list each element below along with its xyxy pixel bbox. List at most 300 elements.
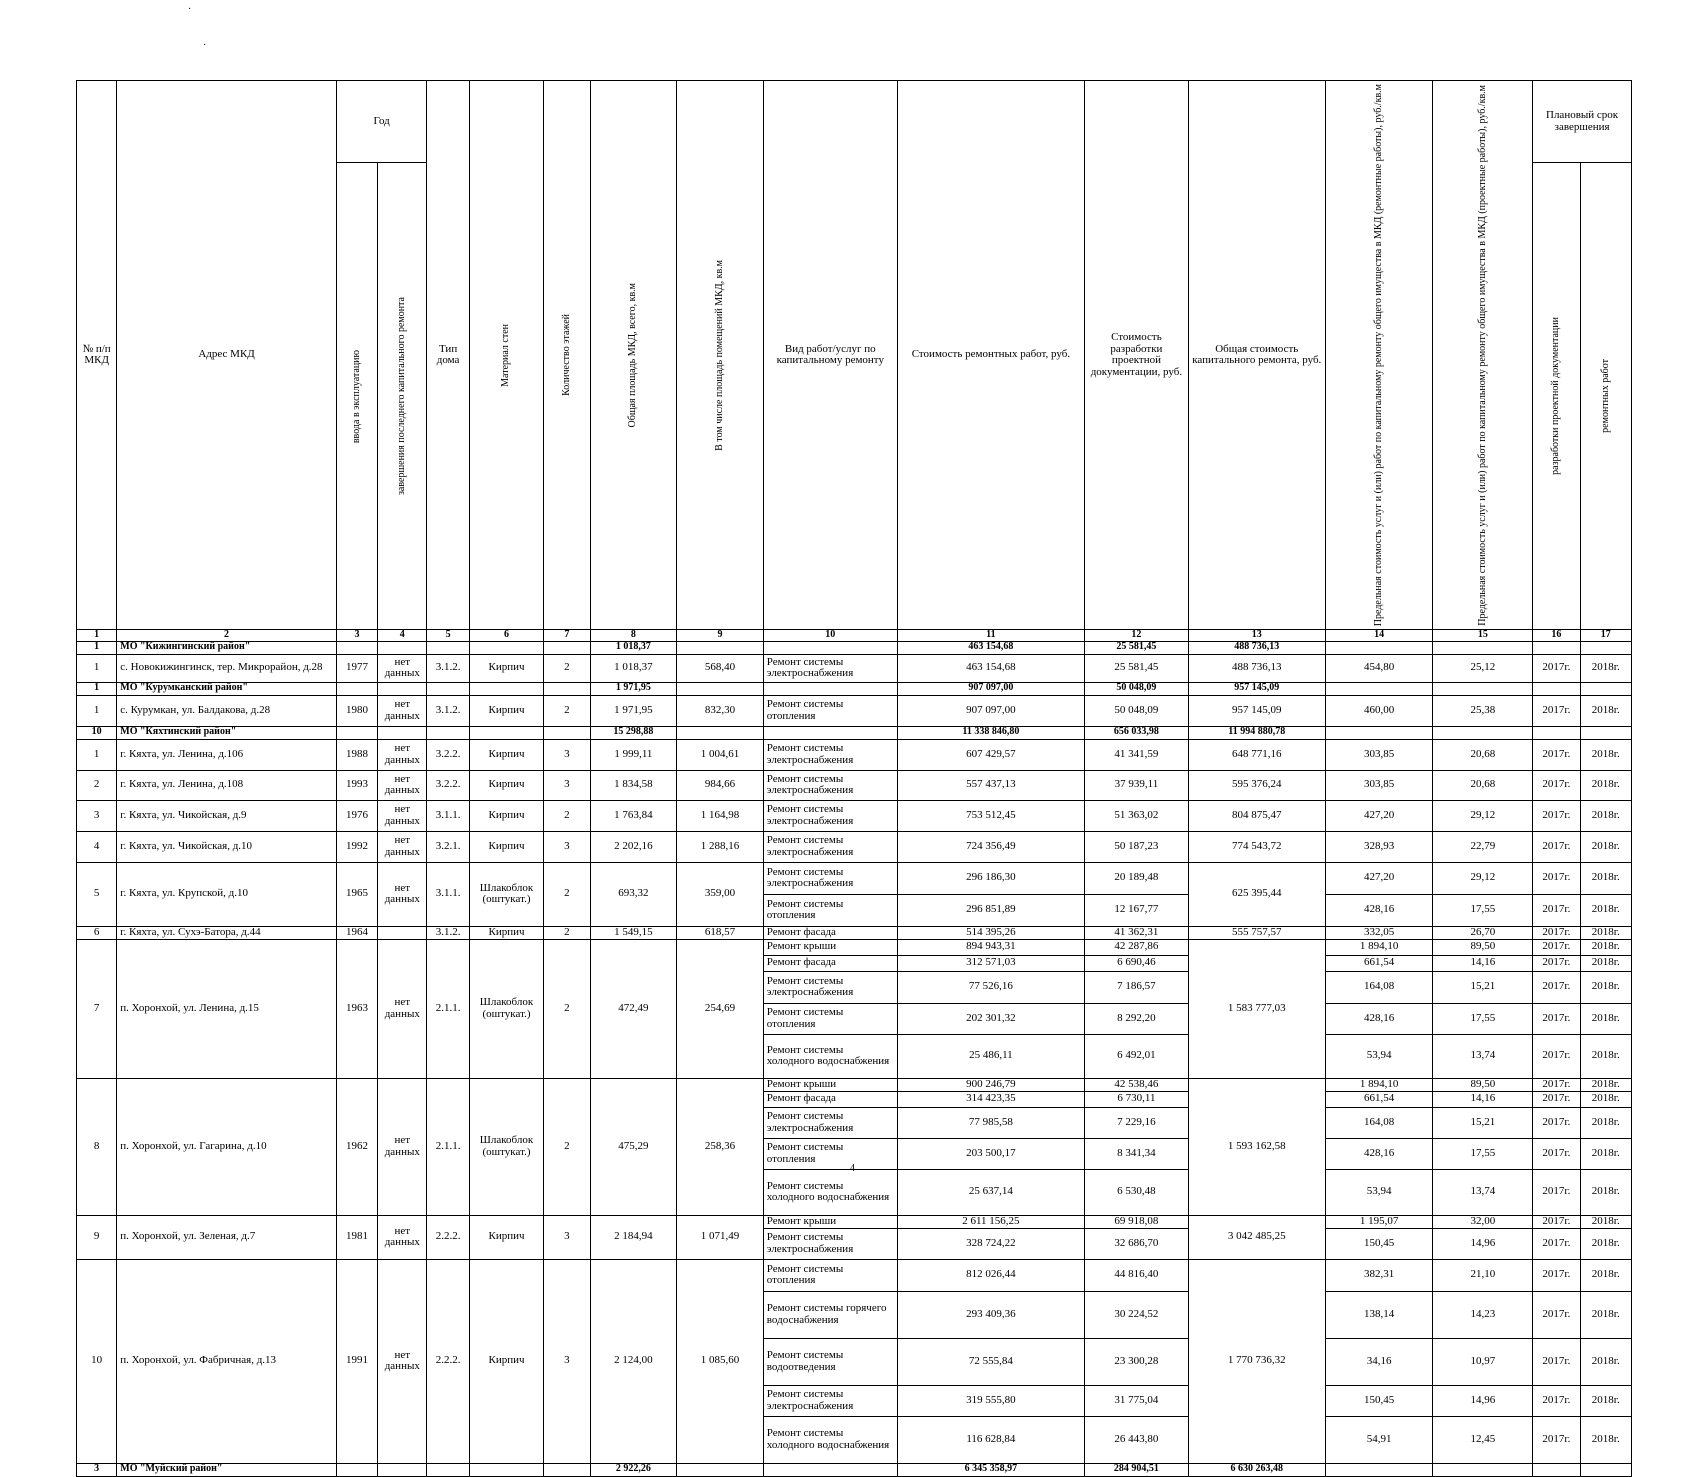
table-cell bbox=[336, 726, 377, 739]
limit-repair: 54,91 bbox=[1325, 1416, 1433, 1463]
work-type: Ремонт системы электроснабжения bbox=[763, 1228, 897, 1259]
house-type: 3.1.1. bbox=[427, 800, 469, 831]
table-cell bbox=[427, 641, 469, 654]
column-number: 8 bbox=[590, 630, 677, 642]
wall-material: Шлакоблок (оштукат.) bbox=[469, 939, 544, 1078]
table-cell bbox=[378, 726, 427, 739]
year-commission: 1980 bbox=[336, 695, 377, 726]
table-cell bbox=[544, 641, 590, 654]
repair-cost: 900 246,79 bbox=[897, 1078, 1084, 1091]
house-type: 2.2.2. bbox=[427, 1215, 469, 1259]
deadline-repair: 2018г. bbox=[1580, 831, 1632, 862]
total-area: 1 999,11 bbox=[590, 739, 677, 770]
limit-repair: 427,20 bbox=[1325, 862, 1433, 894]
table-cell bbox=[1325, 1463, 1433, 1476]
house-num: 9 bbox=[77, 1215, 117, 1259]
limit-design: 15,21 bbox=[1433, 1107, 1533, 1138]
house-num: 3 bbox=[77, 800, 117, 831]
design-cost: 32 686,70 bbox=[1085, 1228, 1189, 1259]
deadline-design: 2017г. bbox=[1533, 1228, 1580, 1259]
repair-cost: 77 985,58 bbox=[897, 1107, 1084, 1138]
premises-area: 258,36 bbox=[677, 1078, 764, 1215]
total-area: 1 971,95 bbox=[590, 695, 677, 726]
deadline-repair: 2018г. bbox=[1580, 1291, 1632, 1338]
house-row bbox=[77, 926, 1632, 939]
deadline-design: 2017г. bbox=[1533, 926, 1580, 939]
limit-repair: 428,16 bbox=[1325, 1138, 1433, 1169]
house-row bbox=[77, 831, 1632, 862]
table-cell bbox=[427, 726, 469, 739]
limit-design: 14,96 bbox=[1433, 1228, 1533, 1259]
region-design-cost: 50 048,09 bbox=[1085, 682, 1189, 695]
deadline-repair: 2018г. bbox=[1580, 1215, 1632, 1228]
design-cost: 41 362,31 bbox=[1085, 926, 1189, 939]
deadline-design: 2017г. bbox=[1533, 654, 1580, 682]
region-name: МО "Кяхтинский район" bbox=[117, 726, 337, 739]
house-address: г. Кяхта, ул. Сухэ-Батора, д.44 bbox=[117, 926, 337, 939]
table-cell bbox=[544, 682, 590, 695]
work-type: Ремонт системы холодного водоснабжения bbox=[763, 1169, 897, 1215]
region-area: 1 018,37 bbox=[590, 641, 677, 654]
column-number: 9 bbox=[677, 630, 764, 642]
deadline-design: 2017г. bbox=[1533, 739, 1580, 770]
house-type: 3.2.2. bbox=[427, 770, 469, 800]
work-type: Ремонт системы электроснабжения bbox=[763, 1107, 897, 1138]
table-cell bbox=[677, 726, 764, 739]
total-area: 1 018,37 bbox=[590, 654, 677, 682]
year-last-repair: нет данных bbox=[378, 770, 427, 800]
region-total-cost: 957 145,09 bbox=[1188, 682, 1325, 695]
work-type: Ремонт системы горячего водоснабжения bbox=[763, 1291, 897, 1338]
table-cell bbox=[677, 1463, 764, 1476]
deadline-repair: 2018г. bbox=[1580, 800, 1632, 831]
deadline-repair: 2018г. bbox=[1580, 1416, 1632, 1463]
wall-material: Кирпич bbox=[469, 1215, 544, 1259]
house-type: 3.1.2. bbox=[427, 695, 469, 726]
repair-cost: 319 555,80 bbox=[897, 1385, 1084, 1416]
deadline-repair: 2018г. bbox=[1580, 1138, 1632, 1169]
column-number: 16 bbox=[1533, 630, 1580, 642]
repair-cost: 907 097,00 bbox=[897, 695, 1084, 726]
wall-material: Шлакоблок (оштукат.) bbox=[469, 862, 544, 926]
design-cost: 23 300,28 bbox=[1085, 1338, 1189, 1385]
work-type: Ремонт крыши bbox=[763, 1215, 897, 1228]
limit-design: 17,55 bbox=[1433, 1003, 1533, 1034]
house-address: п. Хоронхой, ул. Фабричная, д.13 bbox=[117, 1259, 337, 1463]
deadline-design: 2017г. bbox=[1533, 862, 1580, 894]
year-commission: 1962 bbox=[336, 1078, 377, 1215]
deadline-repair: 2018г. bbox=[1580, 695, 1632, 726]
region-repair-cost: 907 097,00 bbox=[897, 682, 1084, 695]
header-floors: Количество этажей bbox=[560, 314, 572, 397]
region-num: 1 bbox=[77, 641, 117, 654]
house-row bbox=[77, 770, 1632, 800]
limit-design: 20,68 bbox=[1433, 770, 1533, 800]
work-type: Ремонт системы отопления bbox=[763, 1138, 897, 1169]
region-name: МО "Кижингинский район" bbox=[117, 641, 337, 654]
repair-cost: 72 555,84 bbox=[897, 1338, 1084, 1385]
house-num: 1 bbox=[77, 739, 117, 770]
floors: 2 bbox=[544, 939, 590, 1078]
work-type: Ремонт системы водоотведения bbox=[763, 1338, 897, 1385]
total-cost: 488 736,13 bbox=[1188, 654, 1325, 682]
region-num: 1 bbox=[77, 682, 117, 695]
repair-cost: 557 437,13 bbox=[897, 770, 1084, 800]
total-cost: 1 583 777,03 bbox=[1188, 939, 1325, 1078]
column-number: 5 bbox=[427, 630, 469, 642]
header-limit-repair: Предельная стоимость услуг и (или) работ по капитальному ремонту общего имущества в МКД (ремонтные работы), руб./кв.м bbox=[1372, 84, 1384, 627]
deadline-design: 2017г. bbox=[1533, 800, 1580, 831]
table-cell bbox=[469, 726, 544, 739]
table-cell bbox=[336, 641, 377, 654]
limit-repair: 328,93 bbox=[1325, 831, 1433, 862]
deadline-repair: 2018г. bbox=[1580, 926, 1632, 939]
work-type: Ремонт фасада bbox=[763, 955, 897, 971]
repair-cost: 514 395,26 bbox=[897, 926, 1084, 939]
table-cell bbox=[1580, 726, 1632, 739]
house-address: с. Новокижингинск, тер. Микрорайон, д.28 bbox=[117, 654, 337, 682]
header-deadline-group: Плановый срок завершения bbox=[1533, 81, 1632, 163]
column-number: 10 bbox=[763, 630, 897, 642]
deadline-design: 2017г. bbox=[1533, 1034, 1580, 1078]
floors: 3 bbox=[544, 831, 590, 862]
house-num: 7 bbox=[77, 939, 117, 1078]
table-cell bbox=[544, 1463, 590, 1476]
floors: 2 bbox=[544, 654, 590, 682]
work-type: Ремонт фасада bbox=[763, 926, 897, 939]
region-area: 15 298,88 bbox=[590, 726, 677, 739]
design-cost: 7 186,57 bbox=[1085, 971, 1189, 1003]
premises-area: 1 071,49 bbox=[677, 1215, 764, 1259]
column-number: 1 bbox=[77, 630, 117, 642]
table-cell bbox=[1433, 682, 1533, 695]
limit-design: 29,12 bbox=[1433, 800, 1533, 831]
house-num: 2 bbox=[77, 770, 117, 800]
design-cost: 8 292,20 bbox=[1085, 1003, 1189, 1034]
limit-repair: 428,16 bbox=[1325, 894, 1433, 926]
limit-design: 29,12 bbox=[1433, 862, 1533, 894]
repair-cost: 202 301,32 bbox=[897, 1003, 1084, 1034]
column-number-row bbox=[77, 630, 1632, 642]
deadline-repair: 2018г. bbox=[1580, 1034, 1632, 1078]
year-last-repair: нет данных bbox=[378, 800, 427, 831]
limit-design: 21,10 bbox=[1433, 1259, 1533, 1291]
table-cell bbox=[1433, 641, 1533, 654]
deadline-repair: 2018г. bbox=[1580, 894, 1632, 926]
total-area: 2 202,16 bbox=[590, 831, 677, 862]
house-type: 3.2.1. bbox=[427, 831, 469, 862]
table-cell bbox=[378, 641, 427, 654]
floors: 3 bbox=[544, 1215, 590, 1259]
year-last-repair: нет данных bbox=[378, 862, 427, 926]
deadline-design: 2017г. bbox=[1533, 1259, 1580, 1291]
deadline-repair: 2018г. bbox=[1580, 770, 1632, 800]
limit-repair: 164,08 bbox=[1325, 1107, 1433, 1138]
limit-repair: 138,14 bbox=[1325, 1291, 1433, 1338]
wall-material: Кирпич bbox=[469, 926, 544, 939]
table-cell bbox=[1580, 1463, 1632, 1476]
table-cell bbox=[336, 682, 377, 695]
limit-repair: 661,54 bbox=[1325, 1091, 1433, 1107]
wall-material: Кирпич bbox=[469, 1259, 544, 1463]
header-num: № п/п МКД bbox=[77, 81, 117, 630]
year-commission: 1993 bbox=[336, 770, 377, 800]
year-commission: 1965 bbox=[336, 862, 377, 926]
floors: 3 bbox=[544, 739, 590, 770]
deadline-repair: 2018г. bbox=[1580, 862, 1632, 894]
floors: 3 bbox=[544, 1259, 590, 1463]
deadline-design: 2017г. bbox=[1533, 1385, 1580, 1416]
work-type: Ремонт системы отопления bbox=[763, 1003, 897, 1034]
year-commission: 1981 bbox=[336, 1215, 377, 1259]
work-type: Ремонт системы электроснабжения bbox=[763, 739, 897, 770]
deadline-design: 2017г. bbox=[1533, 894, 1580, 926]
design-cost: 20 189,48 bbox=[1085, 862, 1189, 894]
limit-repair: 460,00 bbox=[1325, 695, 1433, 726]
capital-repair-table bbox=[76, 80, 1632, 1477]
table-cell bbox=[763, 726, 897, 739]
region-design-cost: 25 581,45 bbox=[1085, 641, 1189, 654]
house-address: п. Хоронхой, ул. Ленина, д.15 bbox=[117, 939, 337, 1078]
table-cell bbox=[1433, 1463, 1533, 1476]
repair-cost: 293 409,36 bbox=[897, 1291, 1084, 1338]
repair-cost: 314 423,35 bbox=[897, 1091, 1084, 1107]
design-cost: 7 229,16 bbox=[1085, 1107, 1189, 1138]
total-area: 1 763,84 bbox=[590, 800, 677, 831]
header-design-cost: Стоимость разработки проектной документации, руб. bbox=[1085, 81, 1189, 630]
house-row bbox=[77, 1078, 1632, 1091]
year-last-repair: нет данных bbox=[378, 1215, 427, 1259]
house-type: 3.1.2. bbox=[427, 926, 469, 939]
house-num: 6 bbox=[77, 926, 117, 939]
deadline-design: 2017г. bbox=[1533, 1138, 1580, 1169]
wall-material: Шлакоблок (оштукат.) bbox=[469, 1078, 544, 1215]
house-num: 1 bbox=[77, 695, 117, 726]
table-cell bbox=[378, 1463, 427, 1476]
design-cost: 50 048,09 bbox=[1085, 695, 1189, 726]
house-row bbox=[77, 862, 1632, 894]
column-number: 2 bbox=[117, 630, 337, 642]
limit-design: 14,16 bbox=[1433, 1091, 1533, 1107]
floors: 2 bbox=[544, 695, 590, 726]
table-cell bbox=[336, 1463, 377, 1476]
total-cost: 957 145,09 bbox=[1188, 695, 1325, 726]
limit-design: 20,68 bbox=[1433, 739, 1533, 770]
table-cell bbox=[677, 682, 764, 695]
column-number: 4 bbox=[378, 630, 427, 642]
house-num: 10 bbox=[77, 1259, 117, 1463]
house-address: г. Кяхта, ул. Ленина, д.108 bbox=[117, 770, 337, 800]
table-cell bbox=[677, 641, 764, 654]
deadline-design: 2017г. bbox=[1533, 971, 1580, 1003]
deadline-repair: 2018г. bbox=[1580, 971, 1632, 1003]
limit-design: 10,97 bbox=[1433, 1338, 1533, 1385]
column-number: 17 bbox=[1580, 630, 1632, 642]
region-num: 3 bbox=[77, 1463, 117, 1476]
table-cell bbox=[469, 641, 544, 654]
region-row bbox=[77, 726, 1632, 739]
house-num: 8 bbox=[77, 1078, 117, 1215]
year-last-repair: нет данных bbox=[378, 739, 427, 770]
table-cell bbox=[763, 682, 897, 695]
floors: 2 bbox=[544, 926, 590, 939]
table-cell bbox=[469, 1463, 544, 1476]
year-commission: 1988 bbox=[336, 739, 377, 770]
work-type: Ремонт крыши bbox=[763, 939, 897, 955]
total-cost: 595 376,24 bbox=[1188, 770, 1325, 800]
header-year-commission: ввода в эксплуатацию bbox=[350, 349, 362, 443]
deadline-design: 2017г. bbox=[1533, 1107, 1580, 1138]
limit-repair: 332,05 bbox=[1325, 926, 1433, 939]
column-number: 14 bbox=[1325, 630, 1433, 642]
design-cost: 12 167,77 bbox=[1085, 894, 1189, 926]
premises-area: 618,57 bbox=[677, 926, 764, 939]
deadline-design: 2017г. bbox=[1533, 1215, 1580, 1228]
total-cost: 625 395,44 bbox=[1188, 862, 1325, 926]
design-cost: 30 224,52 bbox=[1085, 1291, 1189, 1338]
limit-repair: 164,08 bbox=[1325, 971, 1433, 1003]
design-cost: 42 287,86 bbox=[1085, 939, 1189, 955]
repair-cost: 312 571,03 bbox=[897, 955, 1084, 971]
limit-design: 14,96 bbox=[1433, 1385, 1533, 1416]
deadline-design: 2017г. bbox=[1533, 1078, 1580, 1091]
design-cost: 37 939,11 bbox=[1085, 770, 1189, 800]
region-repair-cost: 11 338 846,80 bbox=[897, 726, 1084, 739]
year-commission: 1992 bbox=[336, 831, 377, 862]
premises-area: 984,66 bbox=[677, 770, 764, 800]
limit-design: 25,38 bbox=[1433, 695, 1533, 726]
limit-repair: 303,85 bbox=[1325, 739, 1433, 770]
limit-repair: 1 894,10 bbox=[1325, 939, 1433, 955]
limit-design: 13,74 bbox=[1433, 1169, 1533, 1215]
header-limit-design: Предельная стоимость услуг и (или) работ по капитальному ремонту общего имущества в МКД (проектные работы), руб./кв.м bbox=[1476, 84, 1488, 626]
region-total-cost: 6 630 263,48 bbox=[1188, 1463, 1325, 1476]
repair-cost: 2 611 156,25 bbox=[897, 1215, 1084, 1228]
house-type: 3.1.2. bbox=[427, 654, 469, 682]
limit-design: 89,50 bbox=[1433, 1078, 1533, 1091]
work-type: Ремонт системы отопления bbox=[763, 695, 897, 726]
header-repair-cost: Стоимость ремонтных работ, руб. bbox=[897, 81, 1084, 630]
total-cost: 1 770 736,32 bbox=[1188, 1259, 1325, 1463]
total-cost: 804 875,47 bbox=[1188, 800, 1325, 831]
house-row bbox=[77, 654, 1632, 682]
table-cell bbox=[469, 682, 544, 695]
table-cell bbox=[1325, 641, 1433, 654]
premises-area: 1 004,61 bbox=[677, 739, 764, 770]
house-num: 4 bbox=[77, 831, 117, 862]
total-cost: 774 543,72 bbox=[1188, 831, 1325, 862]
deadline-repair: 2018г. bbox=[1580, 939, 1632, 955]
house-address: г. Кяхта, ул. Крупской, д.10 bbox=[117, 862, 337, 926]
work-type: Ремонт системы электроснабжения bbox=[763, 770, 897, 800]
limit-design: 25,12 bbox=[1433, 654, 1533, 682]
year-commission: 1964 bbox=[336, 926, 377, 939]
total-area: 1 834,58 bbox=[590, 770, 677, 800]
deadline-repair: 2018г. bbox=[1580, 1338, 1632, 1385]
table-cell bbox=[378, 682, 427, 695]
header-house-type: Тип дома bbox=[427, 81, 469, 630]
premises-area: 832,30 bbox=[677, 695, 764, 726]
house-address: г. Кяхта, ул. Ленина, д.106 bbox=[117, 739, 337, 770]
limit-repair: 53,94 bbox=[1325, 1169, 1433, 1215]
total-area: 693,32 bbox=[590, 862, 677, 926]
limit-design: 32,00 bbox=[1433, 1215, 1533, 1228]
region-design-cost: 656 033,98 bbox=[1085, 726, 1189, 739]
column-number: 13 bbox=[1188, 630, 1325, 642]
column-number: 15 bbox=[1433, 630, 1533, 642]
year-commission: 1977 bbox=[336, 654, 377, 682]
work-type: Ремонт системы электроснабжения bbox=[763, 800, 897, 831]
table-cell bbox=[763, 641, 897, 654]
region-total-cost: 488 736,13 bbox=[1188, 641, 1325, 654]
repair-cost: 296 186,30 bbox=[897, 862, 1084, 894]
work-type: Ремонт системы электроснабжения bbox=[763, 1385, 897, 1416]
header-address: Адрес МКД bbox=[117, 81, 337, 630]
header-deadline-repair: ремонтных работ bbox=[1599, 359, 1611, 434]
premises-area: 254,69 bbox=[677, 939, 764, 1078]
column-number: 11 bbox=[897, 630, 1084, 642]
total-cost: 1 593 162,58 bbox=[1188, 1078, 1325, 1215]
work-type: Ремонт системы отопления bbox=[763, 1259, 897, 1291]
repair-cost: 77 526,16 bbox=[897, 971, 1084, 1003]
house-type: 2.2.2. bbox=[427, 1259, 469, 1463]
table-cell bbox=[427, 682, 469, 695]
work-type: Ремонт системы электроснабжения bbox=[763, 831, 897, 862]
table-cell bbox=[544, 726, 590, 739]
table-cell bbox=[1580, 682, 1632, 695]
limit-design: 26,70 bbox=[1433, 926, 1533, 939]
design-cost: 6 690,46 bbox=[1085, 955, 1189, 971]
house-row bbox=[77, 739, 1632, 770]
floors: 3 bbox=[544, 770, 590, 800]
region-area: 1 971,95 bbox=[590, 682, 677, 695]
limit-design: 14,23 bbox=[1433, 1291, 1533, 1338]
house-row bbox=[77, 939, 1632, 955]
limit-repair: 303,85 bbox=[1325, 770, 1433, 800]
column-number: 6 bbox=[469, 630, 544, 642]
header-year-group: Год bbox=[336, 81, 427, 163]
deadline-design: 2017г. bbox=[1533, 1338, 1580, 1385]
deadline-repair: 2018г. bbox=[1580, 654, 1632, 682]
house-type: 3.2.2. bbox=[427, 739, 469, 770]
region-repair-cost: 6 345 358,97 bbox=[897, 1463, 1084, 1476]
header-year-last-repair: завершения последнего капитального ремонта bbox=[396, 297, 408, 496]
design-cost: 44 816,40 bbox=[1085, 1259, 1189, 1291]
table-cell bbox=[1325, 726, 1433, 739]
deadline-design: 2017г. bbox=[1533, 1291, 1580, 1338]
repair-cost: 753 512,45 bbox=[897, 800, 1084, 831]
deadline-repair: 2018г. bbox=[1580, 1091, 1632, 1107]
repair-cost: 296 851,89 bbox=[897, 894, 1084, 926]
total-area: 472,49 bbox=[590, 939, 677, 1078]
limit-design: 13,74 bbox=[1433, 1034, 1533, 1078]
header-total-area: Общая площадь МКД, всего, кв.м bbox=[627, 282, 639, 428]
region-total-cost: 11 994 880,78 bbox=[1188, 726, 1325, 739]
table-cell bbox=[763, 1463, 897, 1476]
total-area: 2 184,94 bbox=[590, 1215, 677, 1259]
house-address: г. Кяхта, ул. Чикойская, д.9 bbox=[117, 800, 337, 831]
premises-area: 359,00 bbox=[677, 862, 764, 926]
design-cost: 41 341,59 bbox=[1085, 739, 1189, 770]
total-area: 475,29 bbox=[590, 1078, 677, 1215]
table-cell bbox=[1580, 641, 1632, 654]
deadline-design: 2017г. bbox=[1533, 939, 1580, 955]
deadline-repair: 2018г. bbox=[1580, 1259, 1632, 1291]
house-address: с. Курумкан, ул. Балдакова, д.28 bbox=[117, 695, 337, 726]
limit-design: 12,45 bbox=[1433, 1416, 1533, 1463]
region-row bbox=[77, 641, 1632, 654]
design-cost: 6 492,01 bbox=[1085, 1034, 1189, 1078]
